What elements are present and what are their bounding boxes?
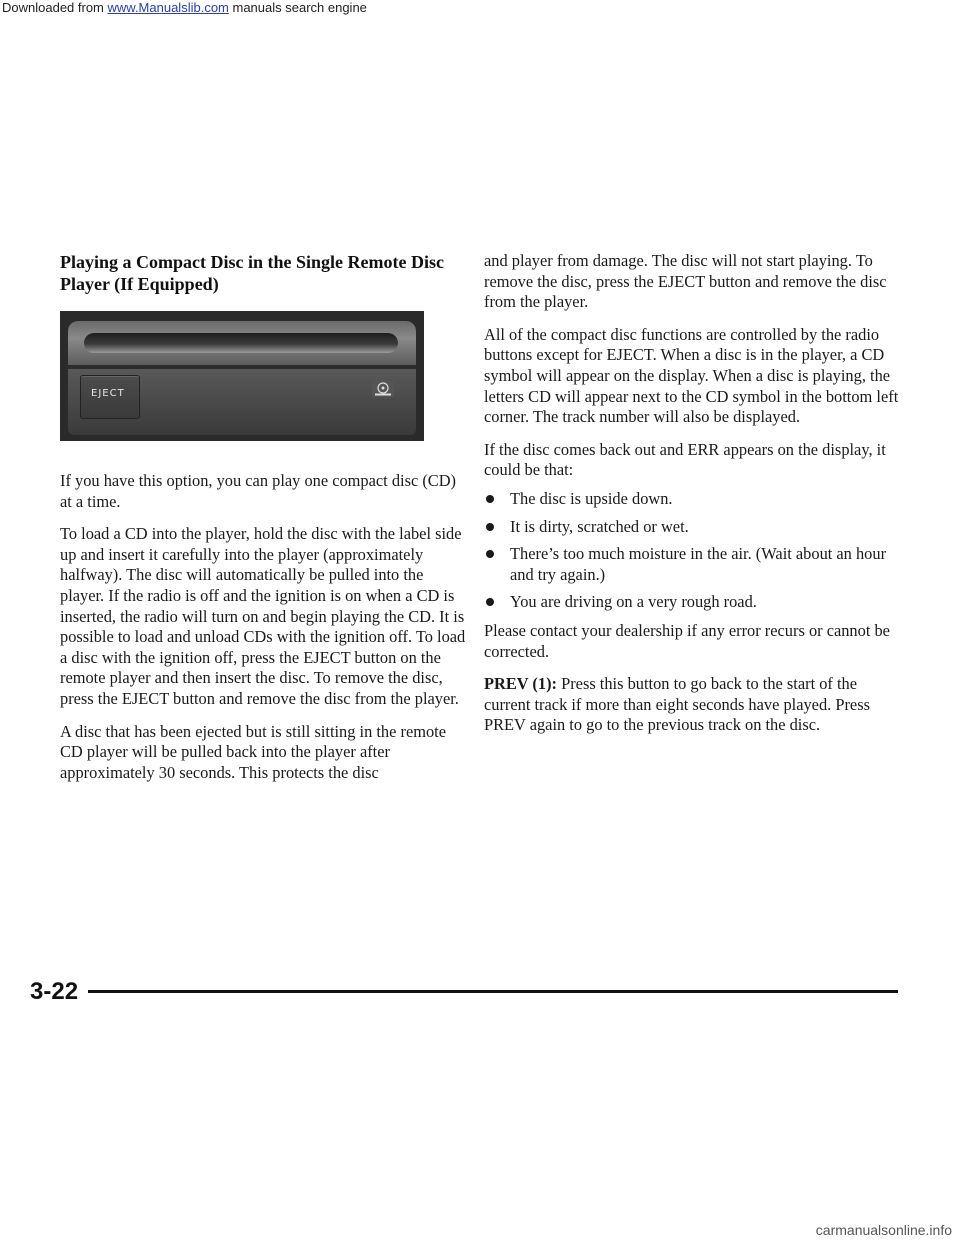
loading-paragraph: To load a CD into the player, hold the disc with the label side up and insert it carefully into the player (approximately halfway). The disc will automatically be pulled into the player. If the radio is off and the ignition is on when a CD is inserted, the radio will turn on and begin playing the CD. It is possible to load and unload CDs with the ignition off. To load a disc with the ignition off, press the EJECT button on the remote player and then insert the disc. To remove the disc, press the EJECT button and remove the disc from the player. xyxy=(60,524,466,708)
contact-dealer-paragraph: Please contact your dealership if any error recurs or cannot be corrected. xyxy=(484,620,890,661)
page-number: 3-22 xyxy=(30,978,79,1005)
prev-paragraph xyxy=(484,674,904,736)
compact-disc-logo-icon xyxy=(372,381,394,397)
intro-paragraph: If you have this option, you can play one compact disc (CD) at a time. xyxy=(60,471,457,511)
list-item xyxy=(484,544,904,585)
disc-slot xyxy=(84,333,398,353)
list-item-text: You are driving on a very rough road. xyxy=(510,592,757,612)
corner-watermark: carmanualsonline.info xyxy=(815,1222,952,1238)
right-column xyxy=(484,251,904,748)
download-notice-prefix: Downloaded from xyxy=(2,0,108,15)
error-causes-list xyxy=(484,489,904,613)
manualslib-link[interactable]: www.Manualslib.com xyxy=(107,0,229,15)
list-item xyxy=(484,517,904,538)
footer-rule xyxy=(88,990,898,993)
prev-description: Press this button to go back to the start of the current track if more than eight seconds have played. Press PREV again to go to the previous track on the disc. xyxy=(484,674,870,735)
list-item-text: The disc is upside down. xyxy=(510,488,673,508)
list-item xyxy=(484,489,904,510)
list-item xyxy=(484,592,904,613)
functions-paragraph: All of the compact disc functions are controlled by the radio buttons except for EJECT. When a disc is in the player, a CD symbol will appear on the display. When a disc is playing, the letters CD will appear next to the CD symbol in the bottom left corner. The track number will also be displayed. xyxy=(484,324,899,427)
eject-button-illustration xyxy=(80,375,140,419)
download-notice xyxy=(2,0,367,15)
section-heading: Playing a Compact Disc in the Single Remote Disc Player (If Equipped) xyxy=(60,252,444,294)
bullet-icon xyxy=(486,495,494,503)
continued-paragraph: and player from damage. The disc will not start playing. To remove the disc, press the EJECT button and remove the disc from the player. xyxy=(484,251,887,312)
download-notice-suffix: manuals search engine xyxy=(228,0,367,15)
bullet-icon xyxy=(486,523,494,531)
list-item-text: There’s too much moisture in the air. (Wait about an hour and try again.) xyxy=(510,544,887,584)
eject-button-label: EJECT xyxy=(91,388,125,399)
ejected-disc-paragraph: A disc that has been ejected but is still sitting in the remote CD player will be pulled back into the player after approximately 30 seconds. This protects the disc xyxy=(60,721,447,782)
cd-player-illustration xyxy=(60,311,424,441)
player-bevel xyxy=(68,365,416,369)
bullet-icon xyxy=(486,598,494,606)
bullet-icon xyxy=(486,550,494,558)
error-intro-paragraph: If the disc comes back out and ERR appears on the display, it could be that: xyxy=(484,439,886,480)
prev-term: PREV (1): xyxy=(484,674,557,694)
left-column xyxy=(60,251,468,795)
list-item-text: It is dirty, scratched or wet. xyxy=(510,516,689,536)
